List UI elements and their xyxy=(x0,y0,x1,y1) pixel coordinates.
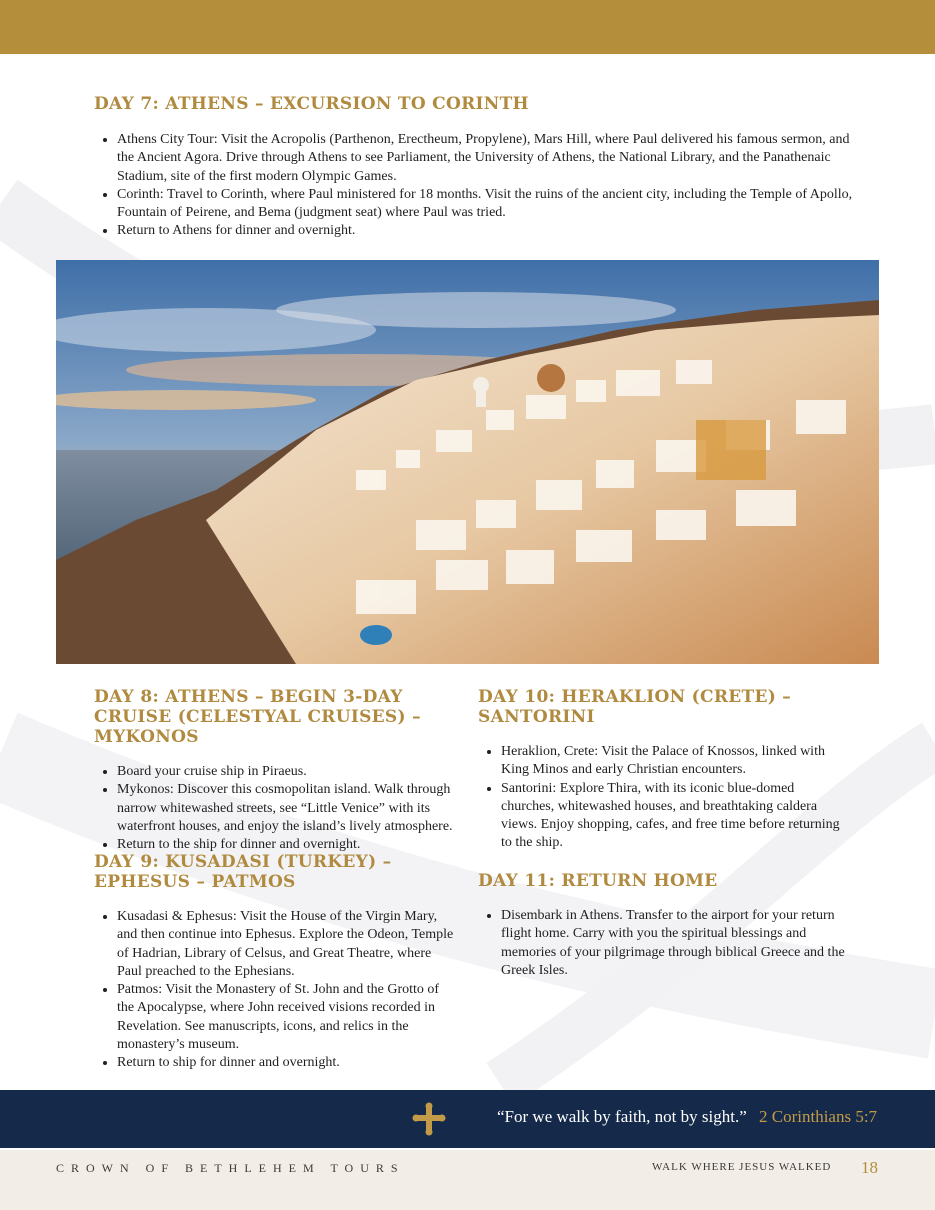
list-item: • Return to ship for dinner and overnight. xyxy=(117,1054,454,1072)
day10-section xyxy=(478,687,848,853)
list-item: • Corinth: Travel to Corinth, where Paul ministered for 18 months. Visit the ruins of the ancient city, including the Temple of Apollo, Fountain of Peirene, and Bema (judgment seat) where Paul was tried. xyxy=(117,186,854,223)
list-item: • Return to the ship for dinner and overnight. xyxy=(117,836,454,854)
day11-section xyxy=(478,871,848,980)
footer-tagline: WALK WHERE JESUS WALKED xyxy=(652,1161,832,1173)
day10-list xyxy=(478,743,848,853)
top-band xyxy=(0,0,935,54)
quote-bar xyxy=(0,1090,935,1148)
day9-section xyxy=(94,852,454,1073)
list-item: • Santorini: Explore Thira, with its iconic blue-domed churches, whitewashed houses, and breathtaking caldera views. Enjoy shopping, cafes, and free time before returning to the ship. xyxy=(501,780,848,853)
list-item: • Return to Athens for dinner and overnight. xyxy=(117,222,854,240)
list-item: • Heraklion, Crete: Visit the Palace of Knossos, linked with King Minos and early Christian encounters. xyxy=(501,743,848,780)
day7-list xyxy=(94,131,854,241)
day11-list xyxy=(478,907,848,980)
list-item: • Disembark in Athens. Transfer to the airport for your return flight home. Carry with you the spiritual blessings and memories of your pilgrimage through biblical Greece and the Greek Isles. xyxy=(501,907,848,980)
list-item: • Patmos: Visit the Monastery of St. John and the Grotto of the Apocalypse, where John received visions recorded in Revelation. See manuscripts, icons, and relics in the monastery’s museum. xyxy=(117,981,454,1054)
list-item: • Mykonos: Discover this cosmopolitan island. Walk through narrow whitewashed streets, see “Little Venice” with its waterfront houses, and enjoy the island’s lively atmosphere. xyxy=(117,781,454,836)
day7-section xyxy=(94,94,854,241)
santorini-photo xyxy=(56,260,879,664)
day8-heading: DAY 8: ATHENS – BEGIN 3-DAY CRUISE (CELESTYAL CRUISES) – MYKONOS xyxy=(94,687,421,747)
list-item: • Kusadasi & Ephesus: Visit the House of the Virgin Mary, and then continue into Ephesus. Explore the Odeon, Temple of Hadrian, Library of Celsus, and Great Theatre, where Paul preached to the Ephesians. xyxy=(117,908,454,981)
footer xyxy=(0,1150,935,1210)
quote-reference: 2 Corinthians 5:7 xyxy=(759,1107,878,1126)
day10-heading: DAY 10: HERAKLION (CRETE) – SANTORINI xyxy=(478,687,792,727)
day9-list xyxy=(94,908,454,1073)
footer-brand: CROWN OF BETHLEHEM TOURS xyxy=(56,1161,405,1175)
day8-section xyxy=(94,687,454,854)
day8-list xyxy=(94,763,454,854)
page-number: 18 xyxy=(861,1158,878,1177)
quote-text: “For we walk by faith, not by sight.” xyxy=(497,1107,747,1126)
day9-heading: DAY 9: KUSADASI (TURKEY) – EPHESUS – PATMOS xyxy=(94,852,392,892)
list-item: • Board your cruise ship in Piraeus. xyxy=(117,763,454,781)
day7-heading: DAY 7: ATHENS – EXCURSION TO CORINTH xyxy=(94,94,529,114)
cross-icon xyxy=(412,1102,446,1136)
day11-heading: DAY 11: RETURN HOME xyxy=(478,871,718,891)
list-item: • Athens City Tour: Visit the Acropolis (Parthenon, Erectheum, Propylene), Mars Hill, where Paul delivered his famous sermon, and the Ancient Agora. Drive through Athens to see Parliament, the University of Athens, the National Library, and the Panathenaic Stadium, site of the first modern Olympic Games. xyxy=(117,131,854,186)
